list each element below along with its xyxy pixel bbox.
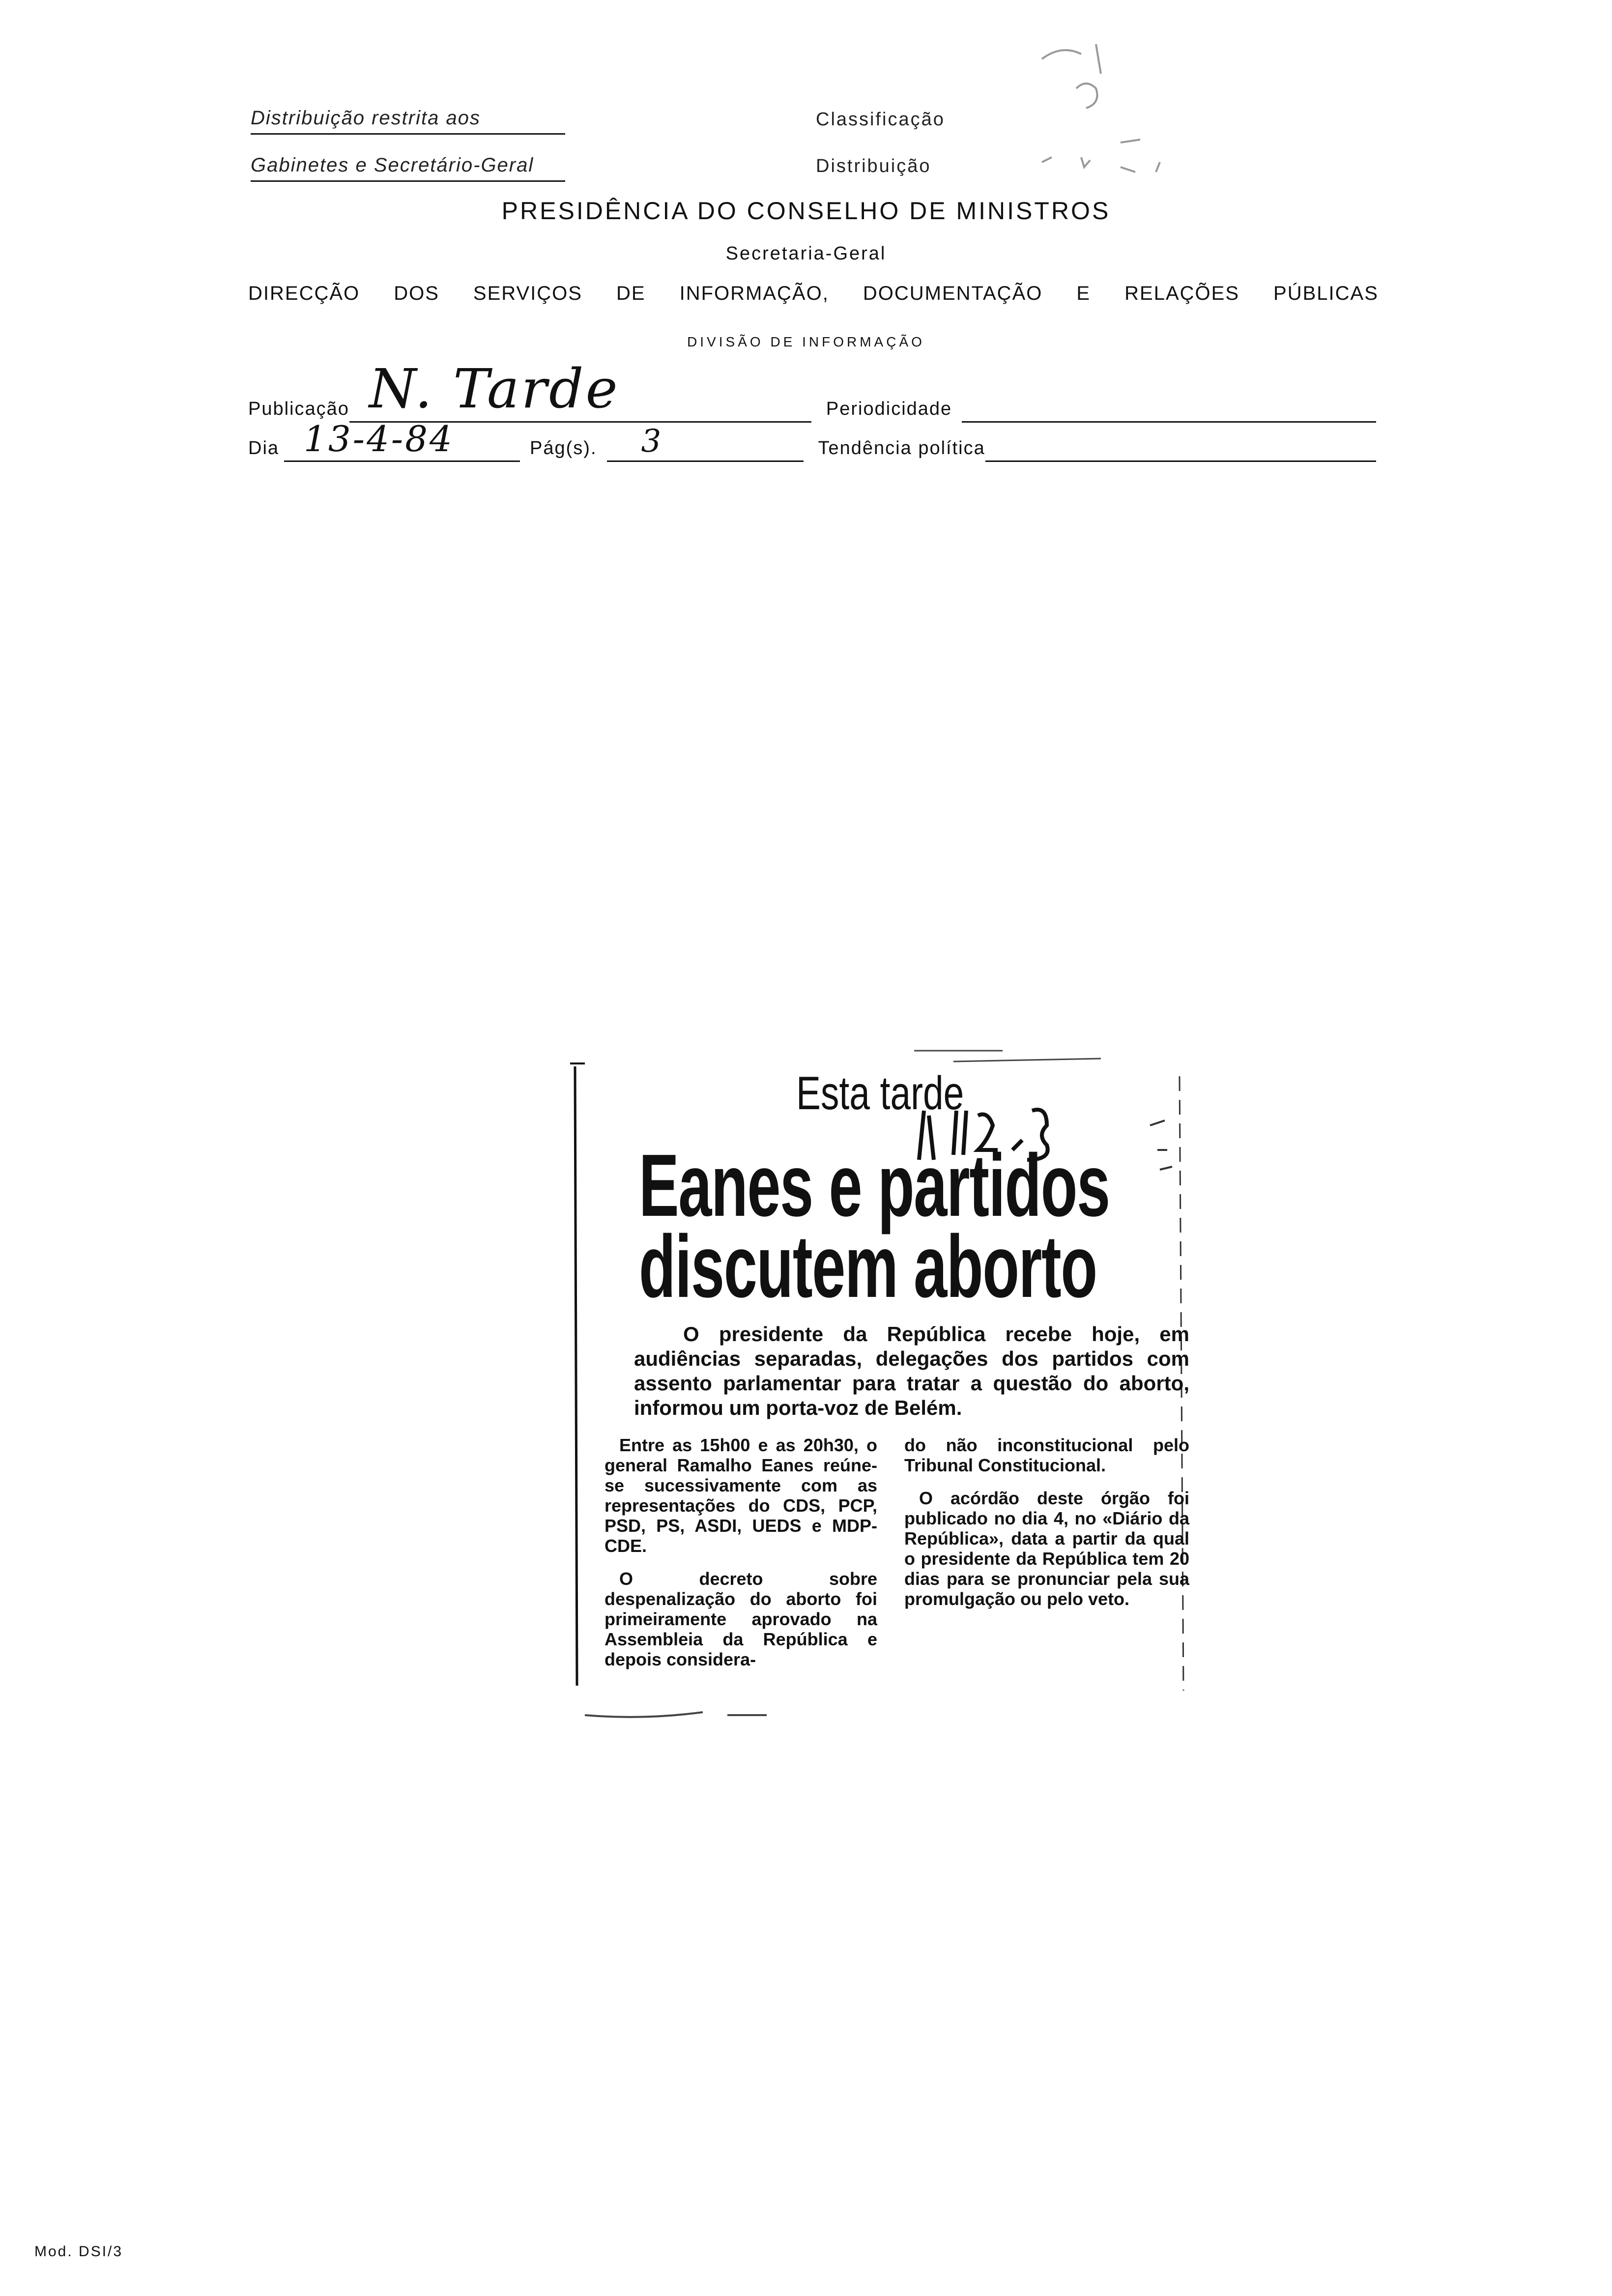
- form-model-code: Mod. DSI/3: [34, 2243, 123, 2260]
- page-title: PRESIDÊNCIA DO CONSELHO DE MINISTROS: [501, 197, 1111, 225]
- lead-paragraph: O presidente da República recebe hoje, em audiências separadas, delegações dos partidos com assento parlamentar para tratar a questão do aborto, informou um porta-voz de Belém.: [634, 1322, 1189, 1419]
- pages-field: [607, 423, 804, 462]
- direction-heading: [248, 283, 1379, 305]
- pages-value: 3: [641, 423, 663, 459]
- faint-stamp-marks: [1012, 39, 1189, 187]
- source-label: Esta tarde: [796, 1067, 964, 1119]
- headline-line-2: discutem aborto: [639, 1217, 1097, 1316]
- direction-word: INFORMAÇÃO,: [679, 283, 829, 304]
- pages-label: Pág(s).: [530, 438, 597, 459]
- newspaper-clipping: [570, 1047, 1194, 1725]
- direction-word: DOS: [394, 283, 439, 304]
- headline: [639, 1136, 1110, 1316]
- distribution-label: Distribuição: [816, 156, 931, 176]
- column-2-paragraph-1: do não inconstitucional pelo Tribunal Constitucional.: [904, 1435, 1189, 1475]
- direction-word: RELAÇÕES: [1124, 283, 1239, 304]
- tendency-field: [985, 433, 1376, 462]
- date-row: [248, 418, 1376, 462]
- periodicity-field: [962, 394, 1376, 423]
- column-2-paragraph-2: O acórdão deste órgão foi publicado no dia 4, no «Diário da República», data a partir da qual o presidente da República tem 20 dias para se pronunciar pela sua promulgação ou pelo veto.: [904, 1488, 1189, 1609]
- direction-word: DE: [616, 283, 646, 304]
- periodicity-label: Periodicidade: [826, 399, 952, 419]
- article-column-2: [904, 1435, 1189, 1622]
- direction-word: DOCUMENTAÇÃO: [863, 283, 1043, 304]
- day-field: [284, 418, 520, 462]
- tendency-label: Tendência política: [818, 438, 985, 459]
- column-1-paragraph-1: Entre as 15h00 e as 20h30, o general Ramalho Eanes reúne-se sucessivamente com as representações do CDS, PCP, PSD, PS, ASDI, UEDS e MDP-CDE.: [604, 1435, 877, 1556]
- distribution-notice: [251, 107, 565, 201]
- article-column-1: [604, 1435, 877, 1682]
- day-label: Dia: [248, 438, 280, 459]
- distribution-line-1: Distribuição restrita aos: [251, 107, 565, 135]
- classification-block: [816, 109, 945, 202]
- division-label: DIVISÃO DE INFORMAÇÃO: [687, 334, 925, 349]
- page-subtitle: Secretaria-Geral: [725, 243, 887, 264]
- direction-word: SERVIÇOS: [473, 283, 582, 304]
- column-1-paragraph-2: O decreto sobre despenalização do aborto foi primeiramente aprovado na Assembleia da República e depois considera-: [604, 1569, 877, 1669]
- direction-word: DIRECÇÃO: [248, 283, 360, 304]
- publication-label: Publicação: [248, 399, 349, 419]
- direction-word: E: [1076, 283, 1091, 304]
- headline-line-1: Eanes e partidos: [639, 1136, 1110, 1235]
- day-value: 13-4-84: [304, 418, 454, 459]
- distribution-line-2: Gabinetes e Secretário-Geral: [251, 154, 565, 182]
- direction-word: PÚBLICAS: [1273, 283, 1379, 304]
- publication-value: N. Tarde: [369, 357, 620, 420]
- classification-label: Classificação: [816, 109, 945, 130]
